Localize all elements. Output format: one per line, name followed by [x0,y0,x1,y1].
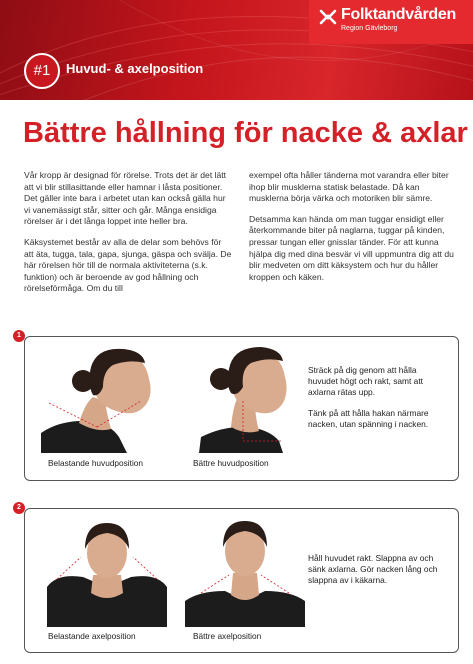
paragraph: Käksystemet består av alla de delar som behövs för att äta, tugga, tala, gapa, sjunga, gäspa och svälja. De här rörelsen hör till de normala aktiviteterna (s.k. funktion) och är beroende av god hållning och rörelseförmåga. Om du till [24,236,232,294]
relaxed-shoulders-photo [185,517,305,627]
paragraph: exempel ofta håller tänderna mot varandra eller biter ihop blir musklerna statisk belastade. Då kan musklerna börja värka och motoriken blir sämre. [249,170,449,204]
instruction: Tänk på att hålla hakan närmare nacken, utan spänning i nacken. [308,407,429,429]
head-position-instructions [308,365,448,439]
caption-good-head-position: Bättre huvudposition [193,458,269,468]
head-position-panel [24,336,459,481]
caption-bad-head-position: Belastande huvudposition [48,458,144,468]
header-banner [0,0,473,100]
page-title: Bättre hållning för nacke & axlar [23,117,468,149]
logo-name: Folktandvården [341,6,456,23]
raised-shoulders-photo [47,517,167,627]
brand-logo [309,0,473,44]
tooth-logo-icon [319,8,337,26]
logo-subtitle: Region Gävleborg [341,25,398,32]
paragraph: Vår kropp är designad för rörelse. Trots det är det lätt att vi blir stillasittande eller hamnar i låsta positioner. Det gäller inte bara i arbetet utan kan också gälla hur vi vanemässigt står, sitter och går. Många ensidiga rörelser är i det långa loppet inte heller bra. [24,170,227,227]
section-number-badge: #1 [24,53,60,89]
shoulder-position-panel [24,508,459,653]
section-label: Huvud- & axelposition [66,61,204,76]
head-upright-photo [185,341,305,453]
instruction: Sträck på dig genom att hålla huvudet högt och rakt, samt att axlarna rätas upp. [308,365,423,398]
caption-bad-shoulder-position: Belastande axelposition [48,631,136,641]
caption-good-shoulder-position: Bättre axelposition [193,631,262,641]
paragraph: Detsamma kan hända om man tuggar ensidigt eller återkommande biter på naglarna, tuggar på kinden, pressar tungan eller gnisslar tänder. För att kunna hjälpa dig med dina besvär vi vill uppmuntra dig att du blir medveten om ditt käksystem och hur du håller kroppen och käken. [249,213,454,282]
left-text-column [24,170,232,304]
panel-number-badge: 1 [13,330,25,342]
right-text-column [249,170,459,292]
instruction: Håll huvudet rakt. Slappna av och sänk axlarna. Gör nacken lång och slappna av i käkarna. [308,553,438,586]
panel-number-badge: 2 [13,502,25,514]
head-forward-photo [41,341,161,453]
shoulder-position-instructions [308,553,448,596]
